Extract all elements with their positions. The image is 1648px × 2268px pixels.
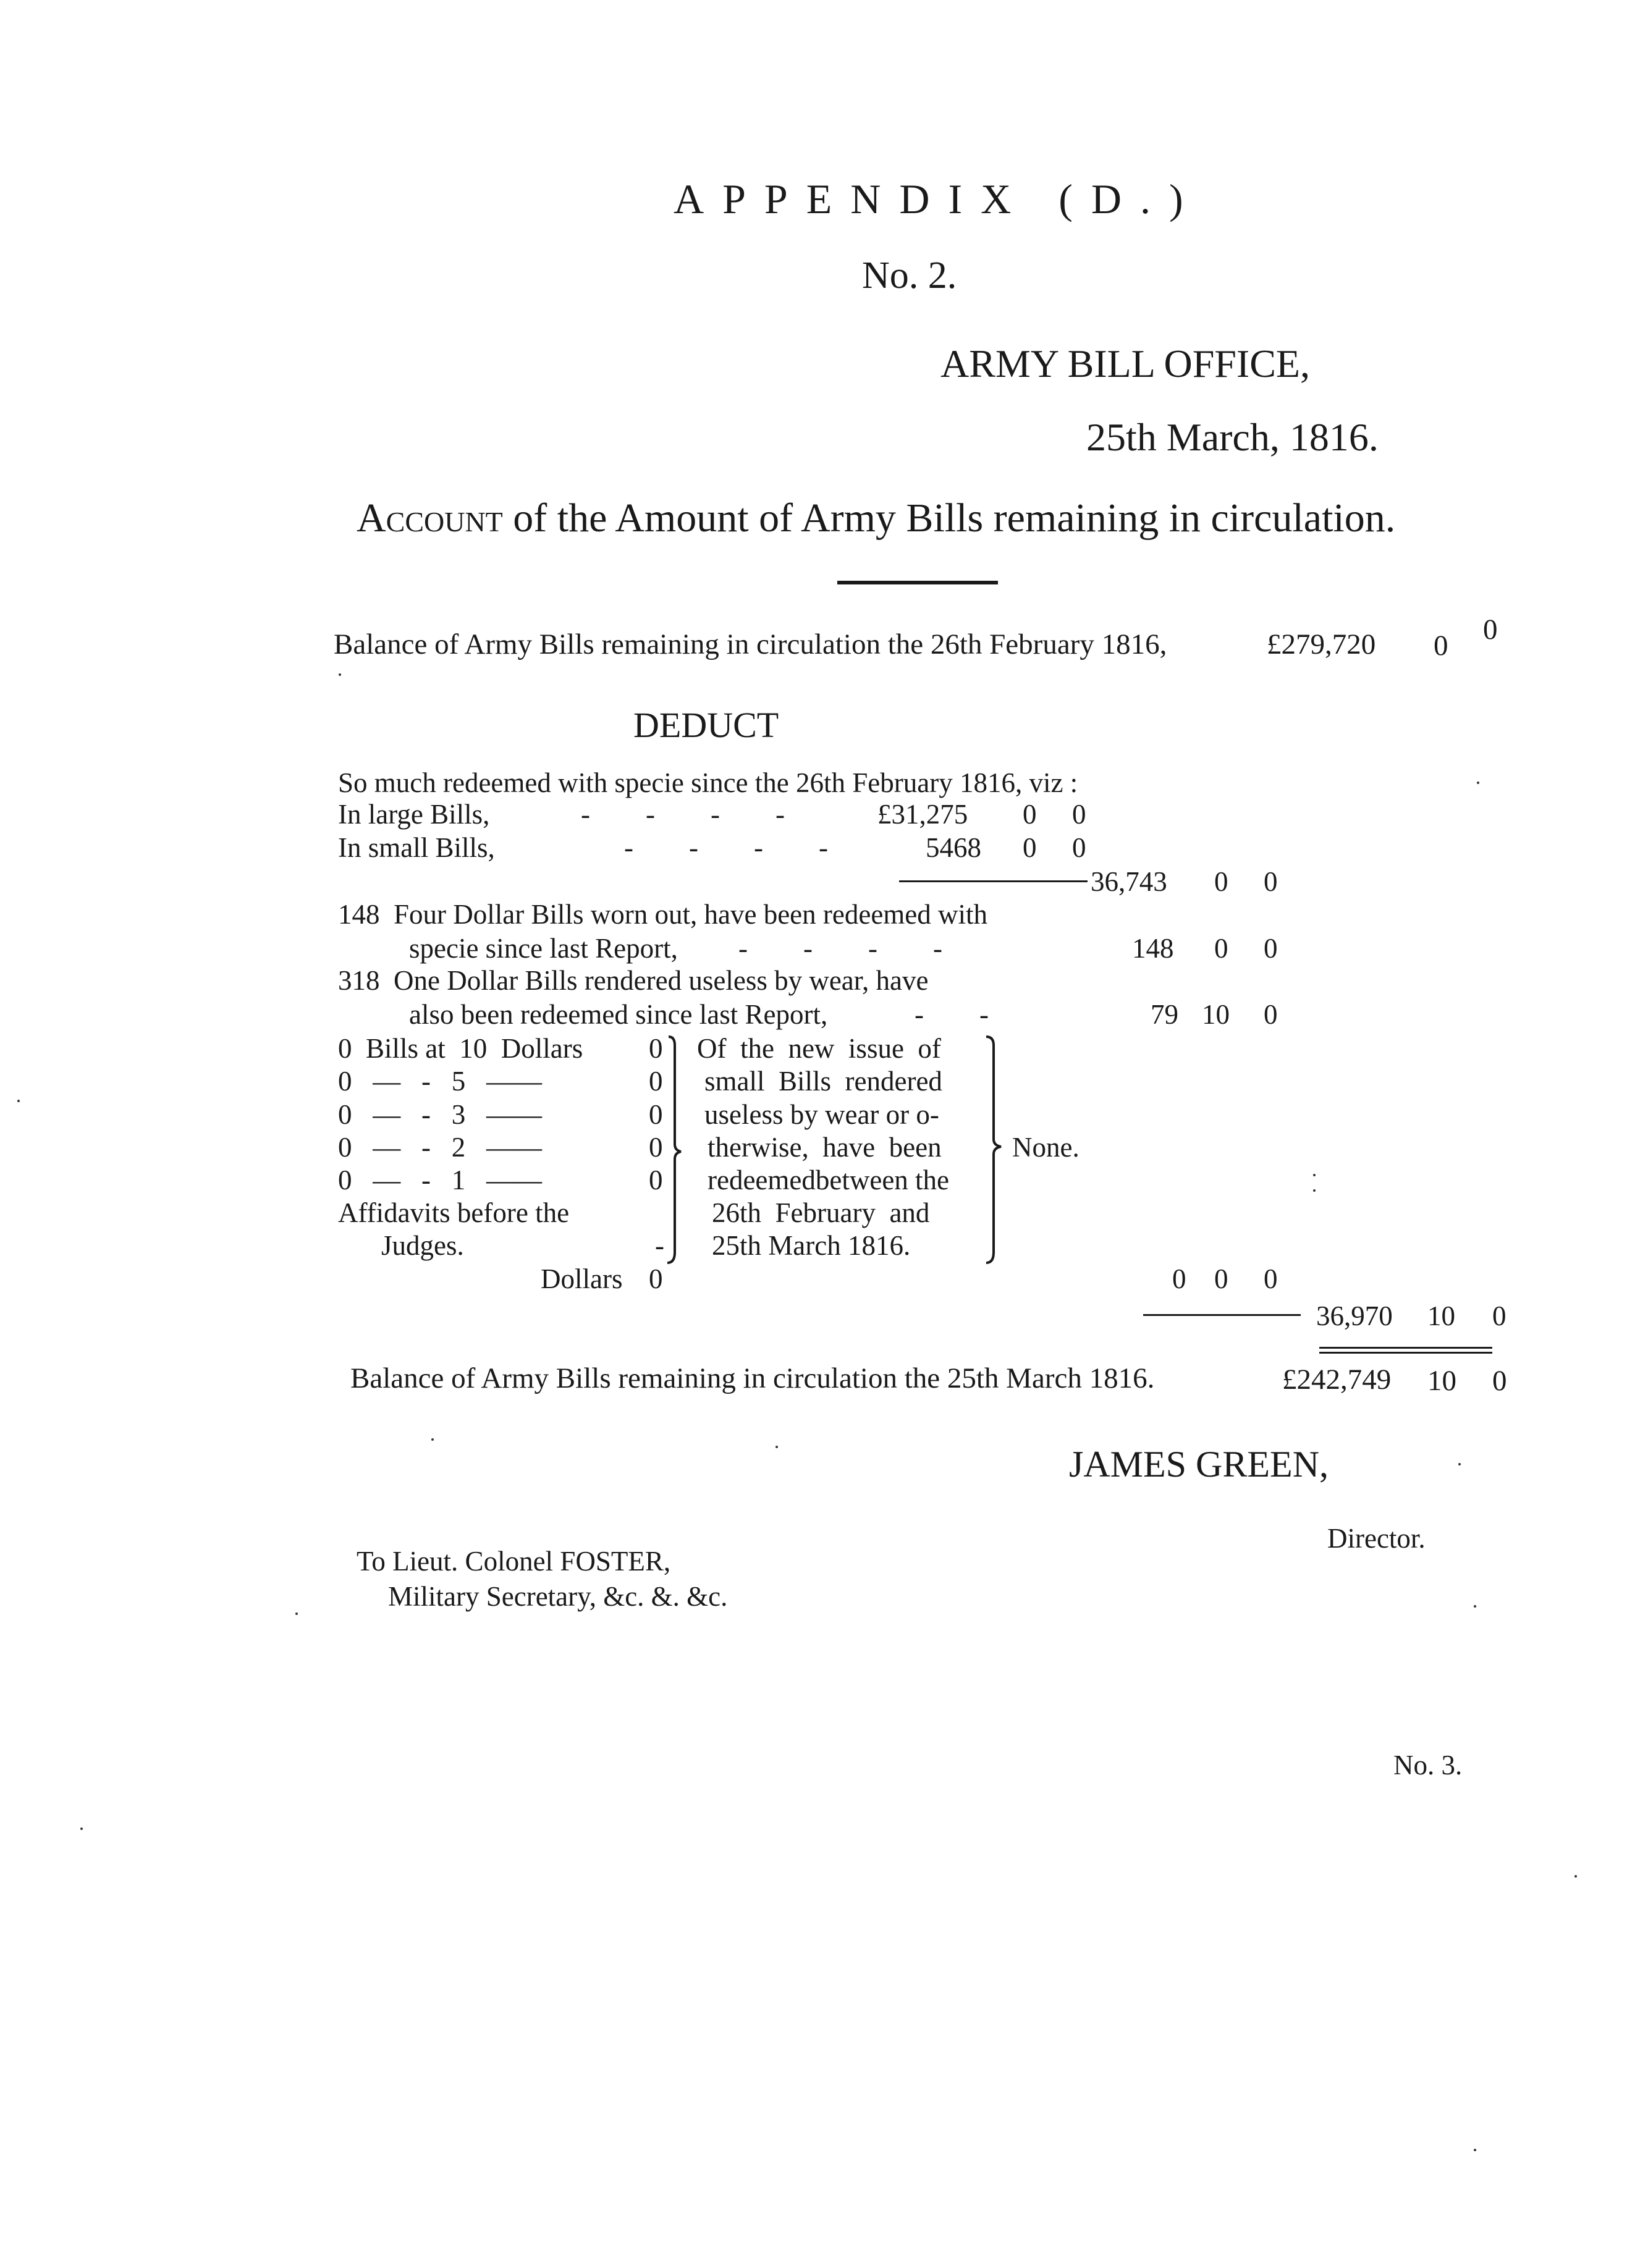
scan-speck bbox=[1474, 2149, 1476, 2151]
four-dollar-pence: 0 bbox=[1264, 933, 1278, 964]
total-deduct-rule bbox=[1143, 1314, 1301, 1316]
new-issue-row-5-left: 0 — - 1 —— bbox=[338, 1165, 542, 1195]
closing-balance-pounds: £242,749 bbox=[1282, 1364, 1392, 1396]
scan-speck bbox=[1474, 1605, 1476, 1608]
affidavits-line1: Affidavits before the bbox=[338, 1197, 570, 1228]
scan-speck bbox=[1458, 1463, 1461, 1465]
large-bills-shillings: 0 bbox=[1023, 799, 1037, 830]
closing-balance-pence: 0 bbox=[1492, 1365, 1507, 1397]
specie-subtotal-rule bbox=[899, 880, 1088, 882]
closing-rule-2 bbox=[1319, 1352, 1492, 1354]
scan-speck bbox=[1574, 1875, 1577, 1878]
small-bills-amount: 5468 bbox=[926, 832, 981, 863]
affidavits-dash: - bbox=[655, 1230, 664, 1261]
four-dollar-line1: 148 Four Dollar Bills worn out, have been redeemed with bbox=[338, 899, 988, 930]
small-bills-label: In small Bills, bbox=[338, 832, 495, 863]
none-label: None. bbox=[1012, 1132, 1080, 1163]
one-dollar-amount: 79 bbox=[1151, 999, 1178, 1030]
desc-line-2: small Bills rendered bbox=[704, 1066, 942, 1097]
new-issue-row-1-right: 0 bbox=[649, 1033, 663, 1064]
four-dollar-amount: 148 bbox=[1132, 933, 1174, 964]
new-issue-row-5-right: 0 bbox=[649, 1165, 663, 1195]
opening-balance-pounds: £279,720 bbox=[1267, 628, 1376, 660]
scan-speck bbox=[17, 1100, 20, 1102]
total-deduct-shillings: 10 bbox=[1427, 1301, 1455, 1331]
desc-line-6: 26th February and bbox=[712, 1197, 930, 1228]
dollars-value: 0 bbox=[649, 1263, 663, 1294]
total-deduct-pence: 0 bbox=[1492, 1301, 1506, 1331]
new-issue-row-3-left: 0 — - 3 —— bbox=[338, 1099, 542, 1130]
four-dollar-shillings: 0 bbox=[1214, 933, 1228, 964]
closing-balance-label: Balance of Army Bills remaining in circulation the 25th March 1816. bbox=[350, 1362, 1155, 1394]
deduct-heading: DEDUCT bbox=[633, 705, 779, 745]
affidavits-line2: Judges. bbox=[381, 1230, 464, 1261]
closing-rule-1 bbox=[1319, 1347, 1492, 1349]
specie-subtotal-pence: 0 bbox=[1264, 866, 1278, 897]
account-title-rest: of the Amount of Army Bills remaining in circulation. bbox=[513, 495, 1396, 541]
opening-balance-label: Balance of Army Bills remaining in circulation the 26th February 1816, bbox=[334, 628, 1167, 660]
scan-speck bbox=[431, 1438, 434, 1441]
small-bills-dashes: - - - - bbox=[624, 832, 828, 863]
new-issue-amount: 0 bbox=[1172, 1263, 1186, 1294]
large-bills-dashes: - - - - bbox=[581, 799, 785, 830]
one-dollar-line2: also been redeemed since last Report, bbox=[409, 999, 828, 1030]
scan-speck bbox=[295, 1612, 298, 1615]
account-title bbox=[357, 495, 1396, 541]
specie-subtotal: 36,743 bbox=[1091, 866, 1167, 897]
scan-speck bbox=[775, 1446, 778, 1448]
new-issue-shillings: 0 bbox=[1214, 1263, 1228, 1294]
large-bills-pence: 0 bbox=[1072, 799, 1086, 830]
new-issue-row-1-left: 0 Bills at 10 Dollars bbox=[338, 1033, 583, 1064]
one-dollar-shillings: 10 bbox=[1202, 999, 1230, 1030]
scan-speck bbox=[80, 1827, 83, 1830]
scan-speck bbox=[1477, 782, 1479, 784]
scan-speck bbox=[1313, 1189, 1316, 1192]
desc-line-7: 25th March 1816. bbox=[712, 1230, 911, 1261]
addressee-line1: To Lieut. Colonel FOSTER, bbox=[357, 1546, 671, 1577]
office-heading: ARMY BILL OFFICE, bbox=[940, 342, 1310, 386]
total-deduct-amount: 36,970 bbox=[1316, 1301, 1393, 1331]
one-dollar-line1: 318 One Dollar Bills rendered useless by wear, have bbox=[338, 965, 929, 996]
account-word: Account bbox=[357, 495, 503, 541]
closing-balance-shillings: 10 bbox=[1427, 1365, 1456, 1397]
large-bills-amount: £31,275 bbox=[877, 799, 968, 830]
signature-name: JAMES GREEN, bbox=[1069, 1444, 1329, 1485]
document-number: No. 2. bbox=[862, 255, 957, 297]
one-dollar-dashes: - - bbox=[915, 999, 989, 1030]
signature-title: Director. bbox=[1327, 1523, 1426, 1554]
title-rule bbox=[837, 581, 998, 584]
new-issue-row-4-right: 0 bbox=[649, 1132, 663, 1163]
dollars-label: Dollars bbox=[541, 1263, 623, 1294]
specie-intro: So much redeemed with specie since the 26th February 1816, viz : bbox=[338, 767, 1078, 798]
small-bills-shillings: 0 bbox=[1023, 832, 1037, 863]
one-dollar-pence: 0 bbox=[1264, 999, 1278, 1030]
desc-line-3: useless by wear or o- bbox=[704, 1099, 939, 1130]
small-bills-pence: 0 bbox=[1072, 832, 1086, 863]
addressee-line2: Military Secretary, &c. &. &c. bbox=[388, 1581, 728, 1612]
new-issue-row-3-right: 0 bbox=[649, 1099, 663, 1130]
large-bills-label: In large Bills, bbox=[338, 799, 490, 830]
new-issue-row-2-left: 0 — - 5 —— bbox=[338, 1066, 542, 1097]
right-brace bbox=[982, 1033, 1005, 1268]
four-dollar-dashes: - - - - bbox=[738, 933, 942, 964]
new-issue-pence: 0 bbox=[1264, 1263, 1278, 1294]
specie-subtotal-shillings: 0 bbox=[1214, 866, 1228, 897]
desc-line-5: redeemedbetween the bbox=[708, 1165, 950, 1195]
left-brace bbox=[666, 1033, 685, 1268]
desc-line-1: Of the new issue of bbox=[697, 1033, 941, 1064]
opening-balance-shillings: 0 bbox=[1434, 630, 1448, 662]
scan-speck bbox=[1313, 1174, 1316, 1176]
new-issue-row-4-left: 0 — - 2 —— bbox=[338, 1132, 542, 1163]
scan-speck bbox=[339, 673, 341, 676]
next-number: No. 3. bbox=[1393, 1750, 1463, 1781]
desc-line-4: therwise, have been bbox=[708, 1132, 942, 1163]
new-issue-row-2-right: 0 bbox=[649, 1066, 663, 1097]
opening-balance-pence: 0 bbox=[1483, 613, 1498, 646]
date-line: 25th March, 1816. bbox=[1086, 415, 1379, 459]
four-dollar-line2: specie since last Report, bbox=[409, 933, 678, 964]
appendix-heading: APPENDIX (D.) bbox=[674, 175, 1202, 222]
